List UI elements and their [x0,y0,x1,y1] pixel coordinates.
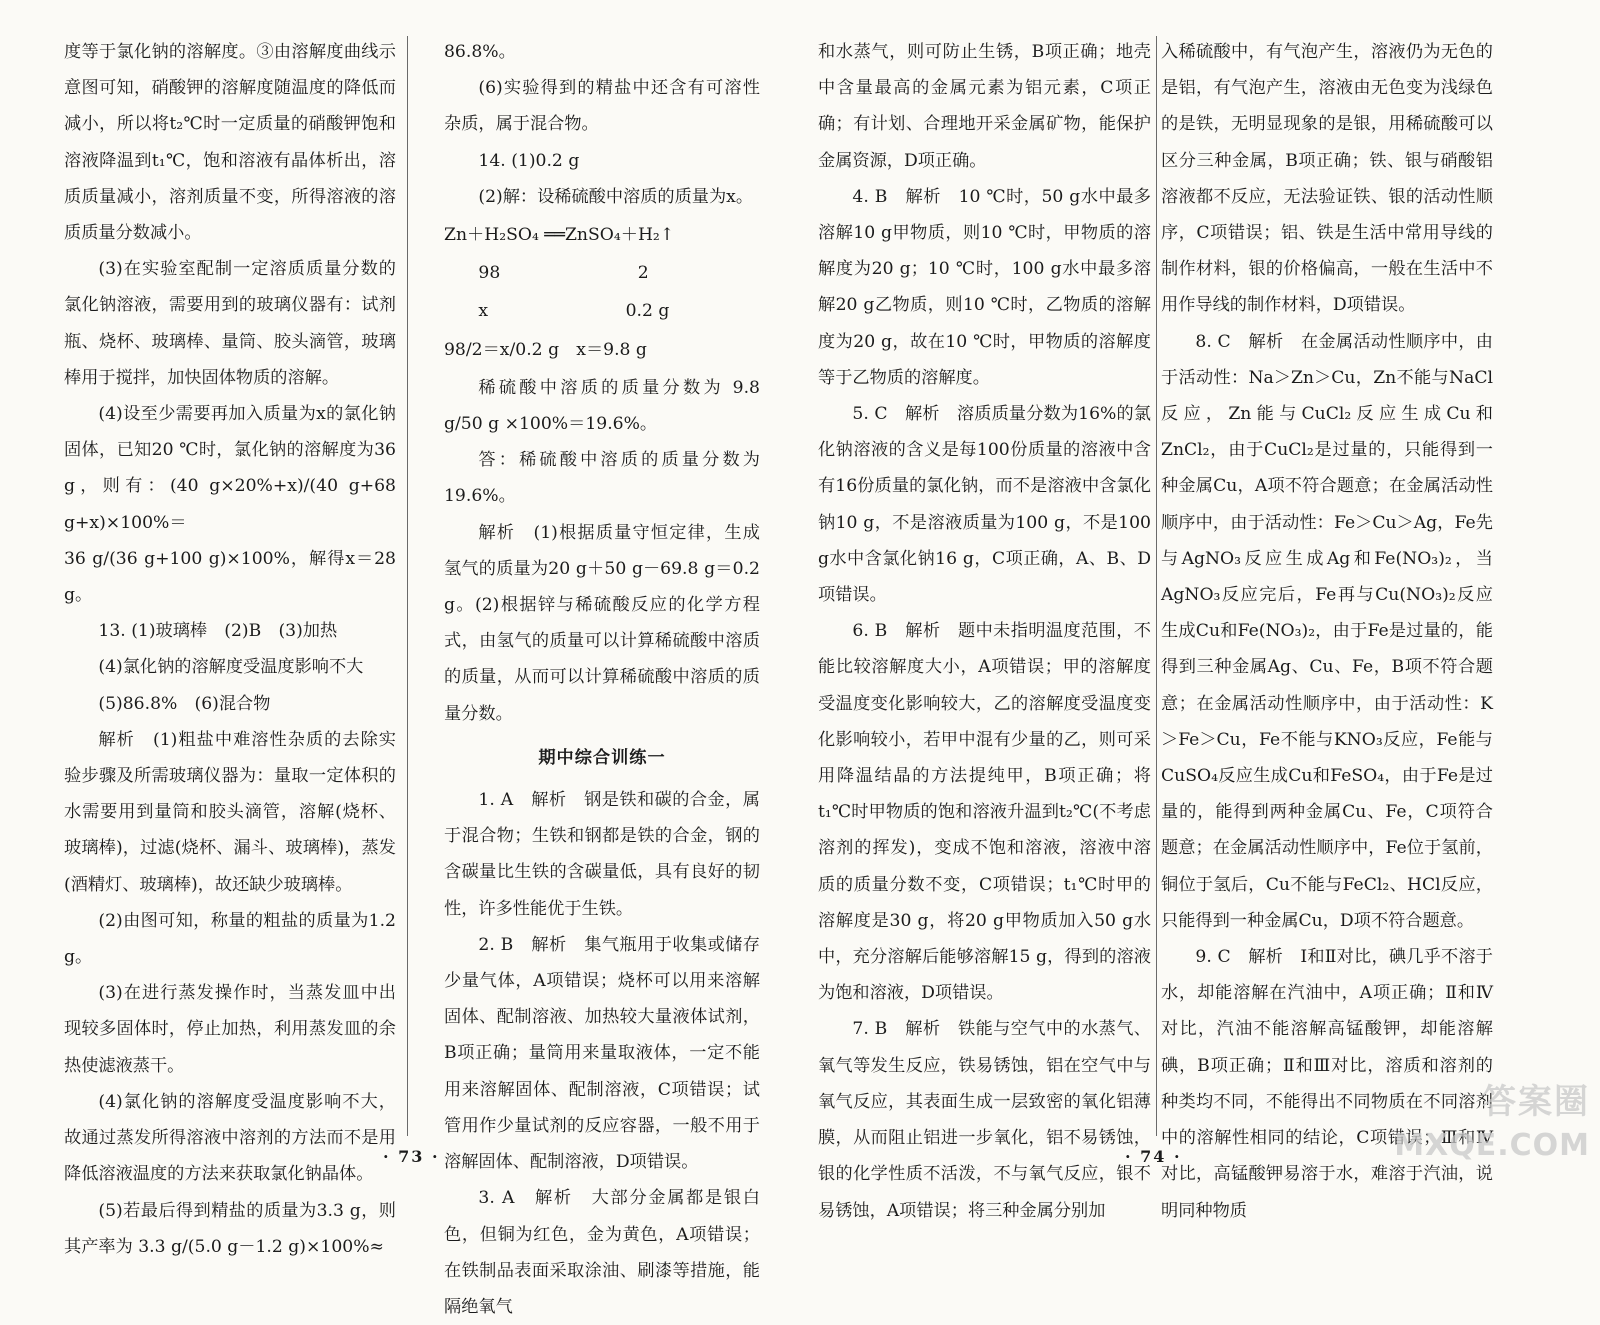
paragraph: (3)在实验室配制一定溶质质量分数的氯化钠溶液，需要用到的玻璃仪器有：试剂瓶、烧杯、玻璃棒、量筒、胶头滴管，玻璃棒用于搅拌，加快固体物质的溶解。 [64,259,396,388]
paragraph: 解析 (1)根据质量守恒定律，生成氢气的质量为20 g＋50 g－69.8 g＝0.2 g。(2)根据锌与稀硫酸反应的化学方程式，由氢气的质量可以计算稀硫酸中溶质的质量，从而可以计算稀硫酸中溶质的质量分数。 [444,522,760,724]
chemical-equation: Zn＋H₂SO₄ ══ZnSO₄＋H₂↑ [444,225,675,246]
answer-line: 14. (1)0.2 g [478,150,580,171]
column-divider [407,36,408,1136]
page-number: · 74 · [1125,1147,1182,1166]
paragraph: 5. C 解析 溶质质量分数为16%的氯化钠溶液的含义是每100份质量的溶液中含有16份质量的氯化钠，而不是溶液中含氯化钠10 g，不是溶液质量为100 g，不是100 g水中含氯化钠16 g，C项正确，A、B、D项错误。 [818,404,1151,606]
equation-solution: 98/2＝x/0.2 g x＝9.8 g [444,339,647,360]
right-page-column-1 [818,34,1151,1221]
paragraph: 2. B 解析 集气瓶用于收集或储存少量气体，A项错误；烧杯可以用来溶解固体、配制溶液、加热较大量液体试剂，B项正确；量筒用来量取液体，一定不能用来溶解固体、配制溶液，C项错误；试管用作少量试剂的反应容器，一般不用于溶解固体、配制溶液，D项错误。 [444,934,760,1173]
paragraph: 3. A 解析 大部分金属都是银白色，但铜为红色，金为黄色，A项错误；在铁制品表面采取涂油、刷漆等措施，能隔绝氧气 [444,1188,760,1317]
answer-line: 13. (1)玻璃棒 (2)B (3)加热 [98,621,338,642]
paragraph: 9. C 解析 Ⅰ和Ⅱ对比，碘几乎不溶于水，却能溶解在汽油中，A项正确；Ⅱ和Ⅳ对比，汽油不能溶解高锰酸钾，却能溶解碘，B项正确；Ⅱ和Ⅲ对比，溶质和溶剂的种类均不同，不能得出不同物质在不同溶剂中的溶解性相同的结论，C项错误；Ⅲ和Ⅳ对比，高锰酸钾易溶于水，难溶于汽油，说明同种物质 [1161,947,1493,1221]
paragraph: 8. C 解析 在金属活动性顺序中，由于活动性：Na＞Zn＞Cu，Zn不能与NaCl反应，Zn能与CuCl₂反应生成Cu和ZnCl₂，由于CuCl₂是过量的，只能得到一种金属Cu，A项不符合题意；在金属活动性顺序中，由于活动性：Fe＞Cu＞Ag，Fe先与AgNO₃反应生成Ag和Fe(NO₃)₂，当AgNO₃反应完后，Fe再与Cu(NO₃)₂反应生成Cu和Fe(NO₃)₂，由于Fe是过量的，能得到三种金属Ag、Cu、Fe，B项不符合题意；在金属活动性顺序中，由于活动性：K＞Fe＞Cu，Fe不能与KNO₃反应，Fe能与CuSO₄反应生成Cu和FeSO₄，由于Fe是过量的，能得到两种金属Cu、Fe，C项符合题意；在金属活动性顺序中，Fe位于氢前，铜位于氢后，Cu不能与FeCl₂、HCl反应，只能得到一种金属Cu，D项不符合题意。 [1161,331,1493,931]
paragraph: 入稀硫酸中，有气泡产生，溶液仍为无色的是铝，有气泡产生，溶液由无色变为浅绿色的是铁，无明显现象的是银，用稀硫酸可以区分三种金属，B项正确；铁、银与硝酸铝溶液都不反应，无法验证铁、银的活动性顺序，C项错误；铝、铁是生活中常用导线的制作材料，银的价格偏高，一般在生活中不用作导线的制作材料，D项错误。 [1161,42,1493,316]
paragraph: 6. B 解析 题中未指明温度范围，不能比较溶解度大小，A项错误；甲的溶解度受温度变化影响较大，乙的溶解度受温度变化影响较小，若甲中混有少量的乙，则可采用降温结晶的方法提纯甲，B项正确；将t₁℃时甲物质的饱和溶液升温到t₂℃(不考虑溶剂的挥发)，变成不饱和溶液，溶液中溶质的质量分数不变，C项错误；t₁℃时甲的溶解度是30 g，将20 g甲物质加入50 g水中，充分溶解后能够溶解15 g，得到的溶液为饱和溶液，D项错误。 [818,621,1151,1004]
paragraph: (5)若最后得到精盐的质量为3.3 g，则其产率为 3.3 g/(5.0 g－1.2 g)×100%≈ [64,1200,396,1257]
paragraph: 7. B 解析 铁能与空气中的水蒸气、氧气等发生反应，铁易锈蚀，铝在空气中与氧气反应，其表面生成一层致密的氧化铝薄膜，从而阻止铝进一步氧化，铝不易锈蚀，银的化学性质不活泼，不与氧气反应，银不易锈蚀，A项错误；将三种金属分别加 [818,1019,1151,1221]
page-number: · 73 · [383,1147,440,1166]
section-heading: 期中综合训练一 [538,747,666,768]
paragraph: (4)氯化钠的溶解度受温度影响不大，故通过蒸发所得溶液中溶剂的方法而不是用降低溶液温度的方法来获取氯化钠晶体。 [64,1091,396,1185]
equation-ratio-line: x 0.2 g [478,301,670,322]
watermark-logo [1300,1080,1590,1170]
answer-line: (5)86.8% (6)混合物 [98,693,271,714]
paragraph: 1. A 解析 钢是铁和碳的合金，属于混合物；生铁和钢都是铁的合金，钢的含碳量比生铁的含碳量低，具有良好的韧性，许多性能优于生铁。 [444,790,760,919]
paragraph: (2)解：设稀硫酸中溶质的质量为x。 [478,186,754,207]
paragraph: 86.8%。 [444,42,516,62]
paragraph: 解析 (1)粗盐中难溶性杂质的去除实验步骤及所需玻璃仪器为：量取一定体积的水需要用到量筒和胶头滴管，溶解(烧杯、玻璃棒)，过滤(烧杯、漏斗、玻璃棒)，蒸发(酒精灯、玻璃棒)，故还缺少玻璃棒。 [64,729,396,895]
answer-line: (4)氯化钠的溶解度受温度影响不大 [98,657,364,678]
watermark-url: MXQE.COM [1394,1128,1590,1163]
paragraph: (6)实验得到的精盐中还含有可溶性杂质，属于混合物。 [444,78,760,135]
watermark-text: 答案圈 [1482,1082,1590,1122]
paragraph: 度等于氯化钠的溶解度。③由溶解度曲线示意图可知，硝酸钾的溶解度随温度的降低而减小，所以将t₂℃时一定质量的硝酸钾饱和溶液降温到t₁℃，饱和溶液有晶体析出，溶质质量减小，溶剂质量不变，所得溶液的溶质质量分数减小。 [64,42,396,244]
paragraph: 36 g/(36 g+100 g)×100%，解得x＝28 g。 [64,548,396,606]
paragraph: 稀硫酸中溶质的质量分数为 9.8 g/50 g ×100%＝19.6%。 [444,377,760,435]
left-page-column-1 [64,34,396,1257]
paragraph: 和水蒸气，则可防止生锈，B项正确；地壳中含量最高的金属元素为铝元素，C项正确；有计划、合理地开采金属矿物，能保护金属资源，D项正确。 [818,42,1151,171]
equation-ratio-line: 98 2 [478,263,649,284]
column-divider [1156,36,1157,1136]
paragraph: (2)由图可知，称量的粗盐的质量为1.2 g。 [64,910,396,968]
paragraph: 答：稀硫酸中溶质的质量分数为19.6%。 [444,450,760,507]
left-page-column-2 [444,34,760,1317]
paragraph: (3)在进行蒸发操作时，当蒸发皿中出现较多固体时，停止加热，利用蒸发皿的余热使滤液蒸干。 [64,983,396,1076]
paragraph: (4)设至少需要再加入质量为x的氯化钠固体，已知20 ℃时，氯化钠的溶解度为36 g，则有：(40 g×20%+x)/(40 g+68 g+x)×100%＝ [64,404,396,533]
paragraph: 4. B 解析 10 ℃时，50 g水中最多溶解10 g甲物质，则10 ℃时，甲物质的溶解度为20 g；10 ℃时，100 g水中最多溶解20 g乙物质，则10 ℃时，乙物质的溶解度为20 g，故在10 ℃时，甲物质的溶解度等于乙物质的溶解度。 [818,186,1151,388]
